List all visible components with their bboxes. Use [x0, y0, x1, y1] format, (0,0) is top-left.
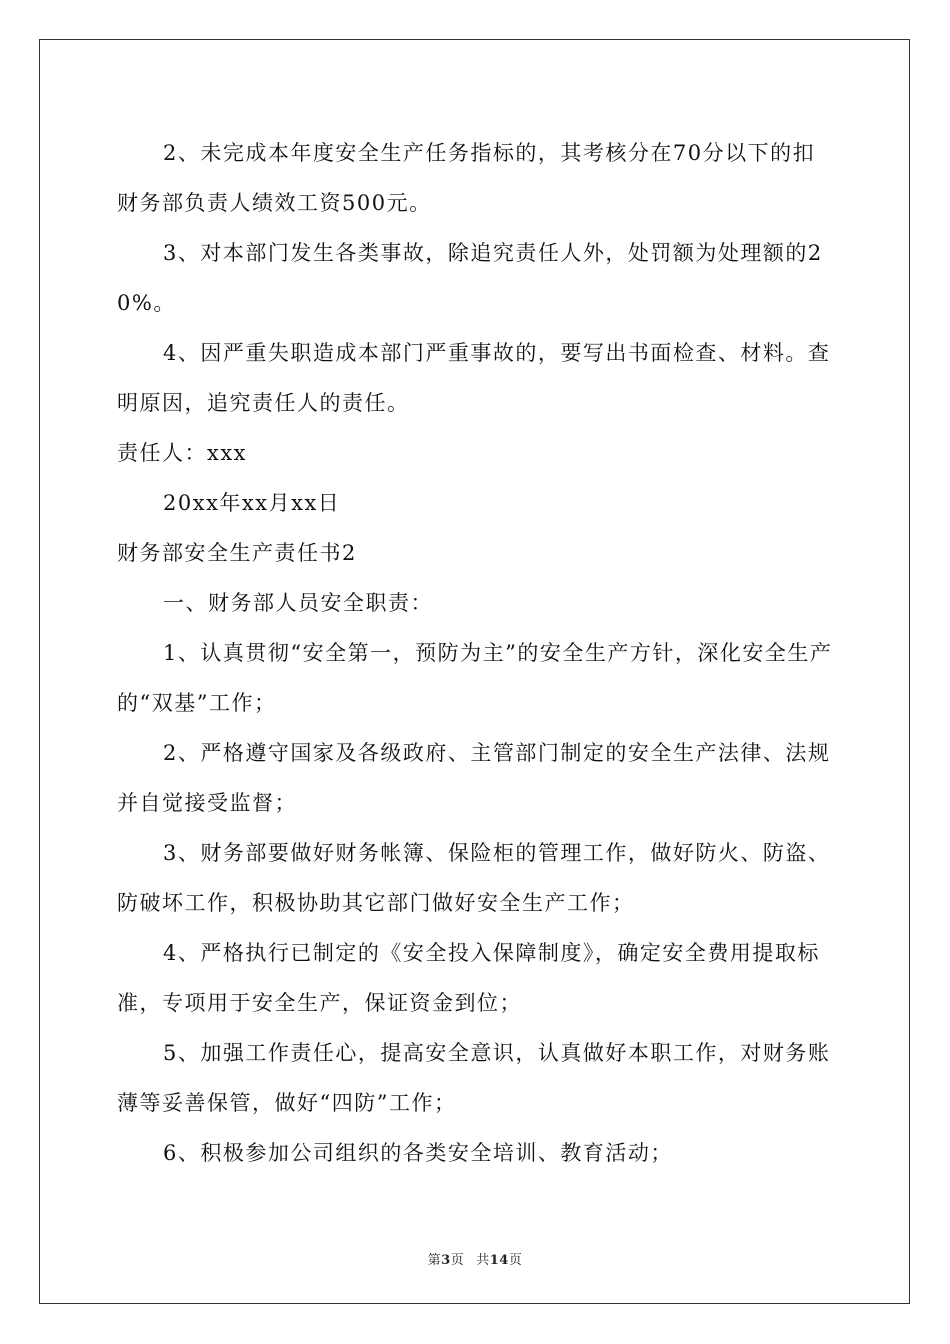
- responsible-person: 责任人：xxx: [117, 441, 248, 465]
- total-pages: 14: [489, 1253, 509, 1268]
- duty-item-6: 6、积极参加公司组织的各类安全培训、教育活动；: [163, 1141, 673, 1165]
- page-footer: [0, 1249, 950, 1268]
- paragraph-item-2: 2、未完成本年度安全生产任务指标的，其考核分在70分以下的扣财务部负责人绩效工资500元。: [117, 141, 816, 215]
- duty-item-5: 5、加强工作责任心，提高安全意识，认真做好本职工作，对财务账薄等妥善保管，做好“四防”工作；: [117, 1041, 831, 1115]
- duty-item-2: 2、严格遵守国家及各级政府、主管部门制定的安全生产法律、法规并自觉接受监督；: [117, 741, 831, 815]
- document-body: [117, 128, 837, 1178]
- duty-item-3: 3、财务部要做好财务帐簿、保险柜的管理工作，做好防火、防盗、防破坏工作，积极协助其它部门做好安全生产工作；: [117, 841, 831, 915]
- page-prefix: 第: [427, 1253, 442, 1268]
- paragraph-item-4: 4、因严重失职造成本部门严重事故的，要写出书面检查、材料。查明原因，追究责任人的责任。: [117, 341, 831, 415]
- duty-item-4: 4、严格执行已制定的《安全投入保障制度》，确定安全费用提取标准，专项用于安全生产，保证资金到位；: [117, 941, 820, 1015]
- date-line: 20xx年xx月xx日: [163, 491, 341, 515]
- subsection-heading: 一、财务部人员安全职责：: [163, 591, 433, 615]
- paragraph-item-3: 3、对本部门发生各类事故，除追究责任人外，处罚额为处理额的20%。: [117, 241, 823, 315]
- page-suffix: 页: [450, 1253, 465, 1268]
- duty-item-1: 1、认真贯彻“安全第一，预防为主”的安全生产方针，深化安全生产的“双基”工作；: [117, 641, 833, 715]
- total-suffix: 页: [508, 1253, 523, 1268]
- section-title: 财务部安全生产责任书2: [117, 541, 357, 565]
- total-prefix: 共: [476, 1253, 490, 1268]
- page-number: 3: [441, 1253, 451, 1268]
